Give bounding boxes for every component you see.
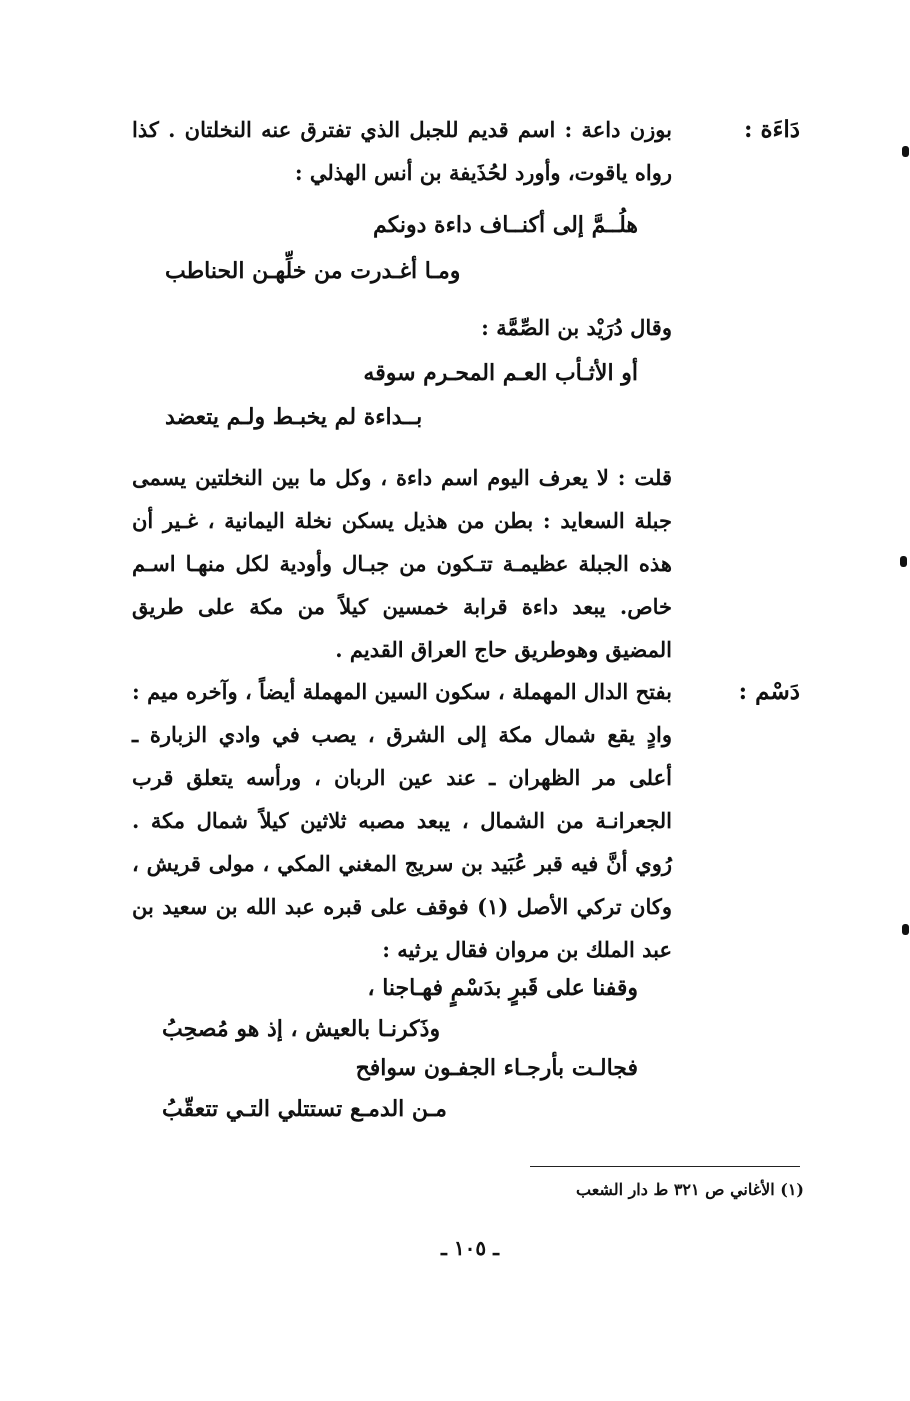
entry-headword: دَسْم : (738, 678, 800, 705)
verse-line: وذَكرنـا بالعيش ، إذ هو مُصحِبُ (162, 1016, 441, 1042)
footnote-rule (530, 1166, 800, 1167)
entry-definition: بوزن داعة : اسم قديم للجبل الذي تفترق عنه النخلتان . كذا رواه ياقوت، وأورد لحُذَيفة بن أنس الهذلي : (132, 117, 672, 185)
entry-commentary: قلت : لا يعرف اليوم اسم داءة ، وكل ما بين النخلتين يسمى جبلة السعايد : بطن من هذيل يسكن نخلة اليمانية ، غـير أن هذه الجبلة عظيمـة تتـكون من جبـال وأودية لكل منهـا اسـم خاص. يبعد داءة قرابة خمسين كيلاً من مكة على طريق المضيق وهوطريق حاج العراق القديم . (132, 465, 672, 662)
entry-definition: بفتح الدال المهملة ، سكون السين المهملة أيضاً ، وآخره ميم : وادٍ يقع شمال مكة إلى الشرق ، يصب في وادي الزبارة ـ أعلى مر الظهران ـ عند عين الربان ، ورأسه يتعلق قرب الجعرانـة من الشمال ، يبعد مصبه ثلاثين كيلاً شمال مكة . رُوي أنَّ فيه قبر عُبَيد بن سريج المغني المكي ، مولى قريش ، وكان تركي الأصل (١) فوقف على قبره عبد الله بن سعيد بن عبد الملك بن مروان فقال يرثيه : (132, 679, 673, 962)
verse-line: وقفنا على قَبرٍ بدَسْمٍ فهـاجنا ، (367, 975, 638, 1001)
verse-line: أو الأثـأب العـم المحـرم سوقه (363, 360, 638, 386)
scan-mark (902, 924, 909, 935)
page-number: ـ ١٠٥ ـ (441, 1236, 499, 1260)
quote-intro: وقال دُرَيْد بن الصِّمَّة : (481, 315, 672, 340)
footnote: (١) الأغاني ص ٣٢١ ط دار الشعب (575, 1180, 804, 1199)
scan-mark (902, 146, 909, 157)
verse-line: ومـا أغـدرت من خلِّهـن الحناطب (165, 258, 461, 284)
verse-line: مـن الدمـع تستتلي التـي تتعقّبُ (162, 1096, 447, 1122)
entry-headword: دَاءَة : (744, 116, 800, 143)
verse-line: بــداءة لم يخبـط ولـم يتعضد (165, 404, 423, 430)
verse-line: هلُــمَّ إلى أكنــاف داءة دونكم (373, 212, 638, 238)
scan-mark (900, 556, 907, 567)
verse-line: فجالـت بأرجـاء الجفـون سوافح (355, 1055, 638, 1081)
